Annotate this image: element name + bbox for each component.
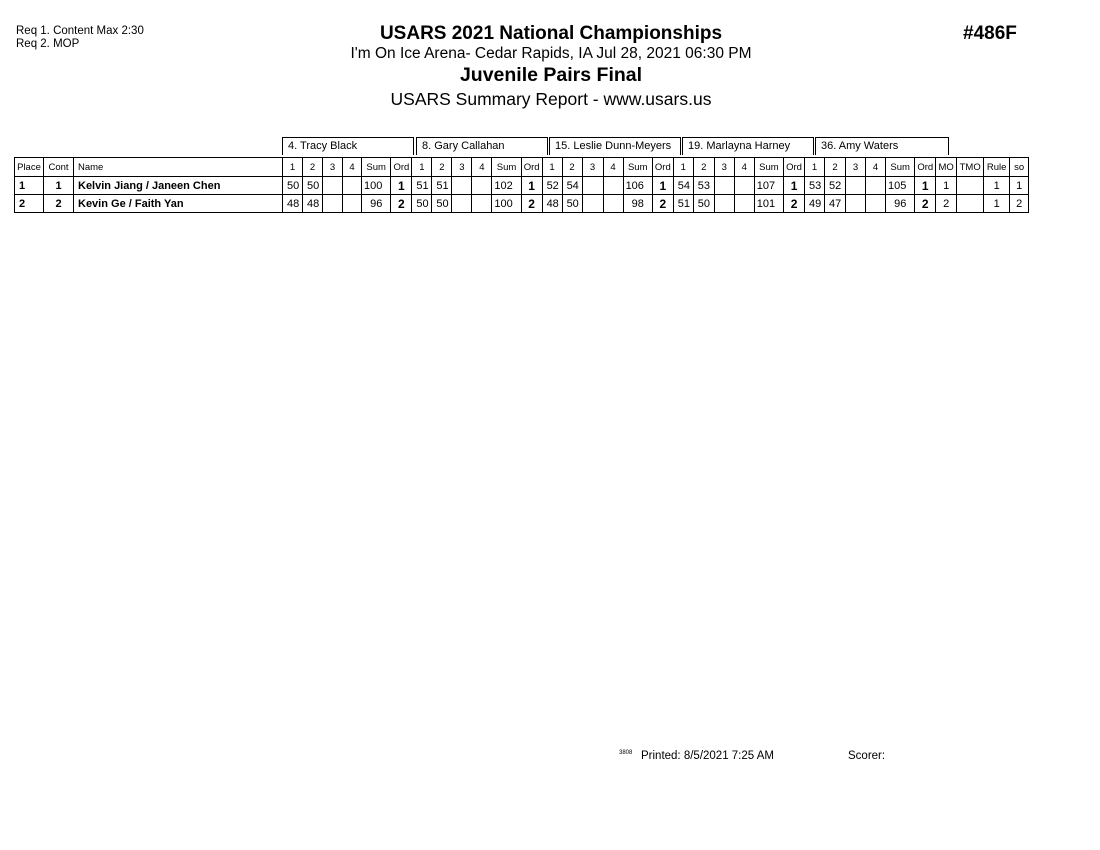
tmo-cell [957,177,984,195]
so-cell: 1 [1010,177,1029,195]
judge-col-header: Sum [885,158,914,177]
score-cell [343,177,362,195]
tmo-cell [957,195,984,213]
place-cell: 1 [15,177,44,195]
judge-name: 19. Marlayna Harney [682,137,814,155]
score-cell [323,195,343,213]
rule-cell: 1 [984,195,1010,213]
requirement-1: Req 1. Content Max 2:30 [16,25,144,37]
ord-cell: 1 [652,177,673,195]
judge-col-header: 1 [673,158,693,177]
judge-name: 8. Gary Callahan [416,137,548,155]
judge-col-header: 1 [412,158,432,177]
rule-cell: 1 [984,177,1010,195]
ord-cell: 1 [915,177,936,195]
sum-cell: 106 [623,177,652,195]
judge-col-header: 3 [582,158,603,177]
score-cell: 48 [542,195,562,213]
score-cell: 54 [673,177,693,195]
judge-col-header: Ord [915,158,936,177]
judge-name: 4. Tracy Black [282,137,414,155]
score-cell: 51 [673,195,693,213]
event-name: Juvenile Pairs Final [459,64,643,86]
report-name: USARS Summary Report - www.usars.us [390,89,712,109]
score-cell [865,195,885,213]
score-cell [323,177,343,195]
score-cell: 51 [432,177,452,195]
score-cell [714,177,734,195]
judge-col-header: Ord [391,158,412,177]
judge-col-header: Sum [362,158,391,177]
judge-col-header: Ord [784,158,805,177]
cont-cell: 1 [44,177,74,195]
judge-col-header: Ord [652,158,673,177]
score-cell [714,195,734,213]
ord-cell: 2 [652,195,673,213]
judge-col-header: 4 [734,158,754,177]
mo-cell: 1 [936,177,957,195]
sum-cell: 107 [754,177,783,195]
score-cell: 52 [824,177,845,195]
judge-col-header: 1 [804,158,824,177]
place-header: Place [15,158,44,177]
score-cell: 51 [412,177,432,195]
score-cell: 54 [562,177,582,195]
score-cell: 49 [804,195,824,213]
judge-col-header: 2 [432,158,452,177]
table-row [15,195,1029,213]
place-cell: 2 [15,195,44,213]
score-cell [582,177,603,195]
table-row [15,177,1029,195]
judge-col-header: 2 [303,158,323,177]
judge-col-header: 3 [323,158,343,177]
score-cell [845,195,865,213]
venue-line: I'm On Ice Arena- Cedar Rapids, IA Jul 28, 2021 06:30 PM [350,45,752,62]
column-header-row [15,158,1029,177]
mo-header: MO [936,158,957,177]
sum-cell: 98 [623,195,652,213]
score-cell: 50 [303,177,323,195]
judge-col-header: Sum [623,158,652,177]
judge-col-header: 4 [603,158,623,177]
score-cell: 50 [562,195,582,213]
printed-timestamp: Printed: 8/5/2021 7:25 AM [641,750,774,762]
ord-cell: 2 [784,195,805,213]
judge-col-header: Ord [521,158,542,177]
skater-name: Kelvin Jiang / Janeen Chen [74,177,283,195]
ord-cell: 1 [391,177,412,195]
sum-cell: 101 [754,195,783,213]
score-cell [734,177,754,195]
score-cell [452,177,472,195]
judge-col-header: 3 [452,158,472,177]
championship-title: USARS 2021 National Championships [379,23,723,44]
score-cell: 53 [804,177,824,195]
score-cell [582,195,603,213]
ord-cell: 2 [391,195,412,213]
scorer-label: Scorer: [848,750,886,762]
requirement-2: Req 2. MOP [16,38,80,50]
score-cell: 50 [693,195,714,213]
sum-cell: 105 [885,177,914,195]
sum-cell: 96 [362,195,391,213]
judge-col-header: 2 [693,158,714,177]
judge-col-header: 1 [283,158,303,177]
score-cell [865,177,885,195]
judge-col-header: 1 [542,158,562,177]
score-cell: 48 [303,195,323,213]
judge-name: 36. Amy Waters [815,137,949,155]
score-cell: 50 [412,195,432,213]
score-cell [472,195,492,213]
score-cell: 48 [283,195,303,213]
event-number: #486F [963,23,1017,44]
score-cell: 47 [824,195,845,213]
judge-col-header: 2 [562,158,582,177]
score-cell [603,195,623,213]
skater-name: Kevin Ge / Faith Yan [74,195,283,213]
judge-col-header: 2 [824,158,845,177]
tmo-header: TMO [957,158,984,177]
sum-cell: 96 [885,195,914,213]
judge-col-header: 3 [714,158,734,177]
so-header: so [1010,158,1029,177]
judge-col-header: 4 [472,158,492,177]
score-cell: 50 [432,195,452,213]
score-cell: 53 [693,177,714,195]
sum-cell: 100 [492,195,521,213]
score-cell: 50 [283,177,303,195]
so-cell: 2 [1010,195,1029,213]
judge-col-header: 4 [343,158,362,177]
results-table [14,157,1029,213]
sum-cell: 102 [492,177,521,195]
judge-col-header: Sum [492,158,521,177]
requirements [16,25,144,51]
name-header: Name [74,158,283,177]
judge-name: 15. Leslie Dunn-Meyers [549,137,681,155]
cont-header: Cont [44,158,74,177]
ord-cell: 2 [915,195,936,213]
report-header [300,23,802,110]
score-cell [734,195,754,213]
judge-col-header: 4 [865,158,885,177]
ord-cell: 1 [784,177,805,195]
score-cell [472,177,492,195]
ord-cell: 1 [521,177,542,195]
score-cell [603,177,623,195]
judge-col-header: 3 [845,158,865,177]
score-cell [343,195,362,213]
rule-header: Rule [984,158,1010,177]
score-cell [452,195,472,213]
score-cell: 52 [542,177,562,195]
mo-cell: 2 [936,195,957,213]
footer-code: 3808 [619,750,633,756]
cont-cell: 2 [44,195,74,213]
sum-cell: 100 [362,177,391,195]
judge-col-header: Sum [754,158,783,177]
ord-cell: 2 [521,195,542,213]
score-cell [845,177,865,195]
